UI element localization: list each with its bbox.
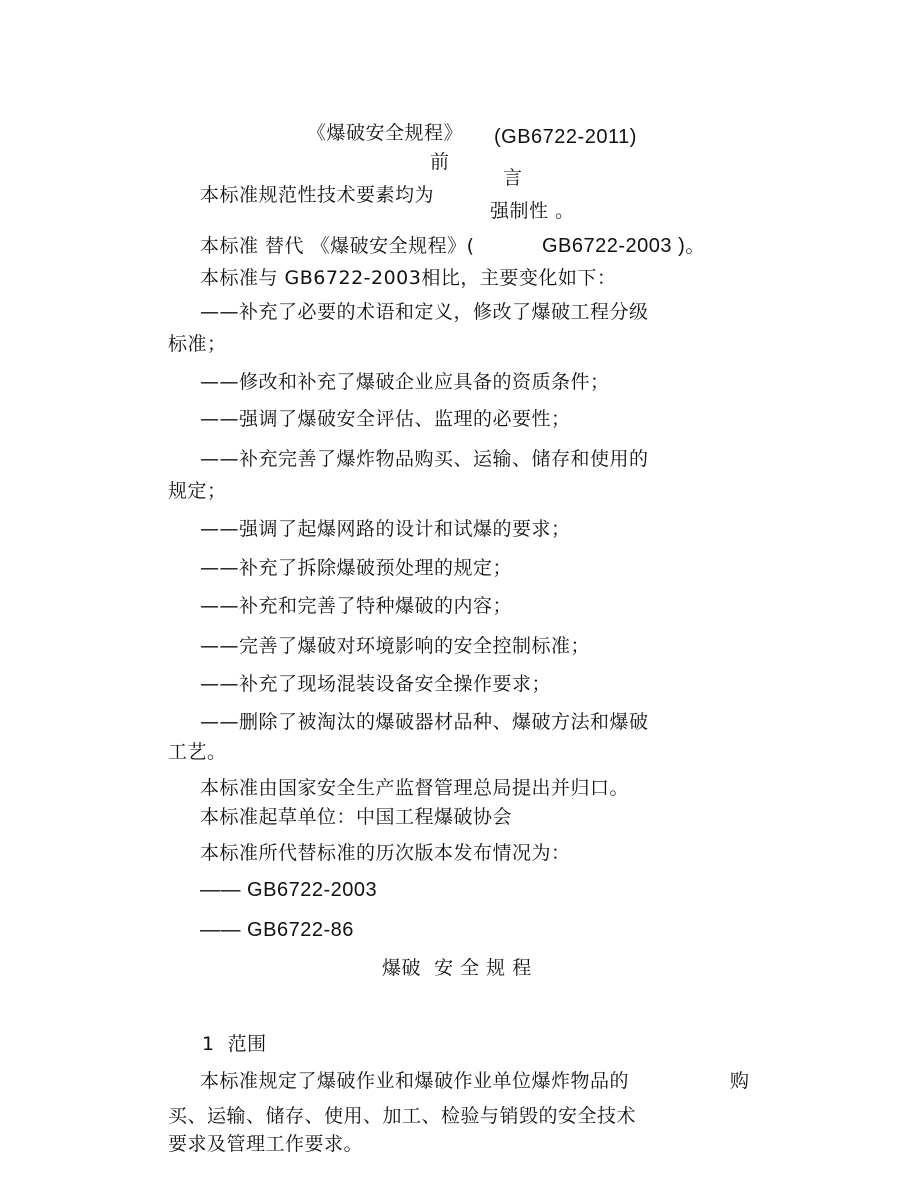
section-1-line-3: 要求及管理工作要求。 bbox=[168, 1133, 364, 1155]
change-item-10: ——删除了被淘汰的爆破器材品种、爆破方法和爆破 bbox=[200, 711, 649, 733]
section-1-line-1-tail: 购 bbox=[730, 1070, 750, 1092]
change-item-3: ——强调了爆破安全评估、监理的必要性； bbox=[200, 408, 571, 430]
preface-line-2: 本标准 替代 《爆破安全规程》( bbox=[200, 235, 475, 257]
change-item-1-cont: 标准； bbox=[168, 333, 227, 355]
change-item-6: ——补充了拆除爆破预处理的规定； bbox=[200, 557, 513, 579]
preface-heading-char-2: 言 bbox=[503, 167, 523, 189]
change-item-10-cont: 工艺。 bbox=[168, 741, 227, 763]
change-item-4: ——补充完善了爆炸物品购买、运输、储存和使用的 bbox=[200, 448, 649, 470]
history-intro-line: 本标准所代替标准的历次版本发布情况为： bbox=[200, 842, 571, 864]
preface-line-1: 本标准规范性技术要素均为 bbox=[200, 184, 435, 206]
preface-line-3: 本标准与 GB6722-2003相比，主要变化如下： bbox=[200, 267, 617, 289]
standard-code: (GB6722-2011) bbox=[494, 126, 637, 148]
preface-line-2-code: GB6722-2003 )。 bbox=[542, 235, 706, 257]
history-item-1: —— GB6722-2003 bbox=[200, 879, 378, 901]
change-item-9: ——补充了现场混装设备安全操作要求； bbox=[200, 673, 552, 695]
history-item-2: —— GB6722-86 bbox=[200, 919, 354, 941]
change-item-1: ——补充了必要的术语和定义，修改了爆破工程分级 bbox=[200, 301, 649, 323]
change-item-7: ——补充和完善了特种爆破的内容； bbox=[200, 595, 513, 617]
change-item-8: ——完善了爆破对环境影响的安全控制标准； bbox=[200, 635, 591, 657]
proposer-line: 本标准由国家安全生产监督管理总局提出并归口。 bbox=[200, 777, 630, 799]
drafter-line: 本标准起草单位：中国工程爆破协会 bbox=[200, 806, 513, 828]
change-item-5: ——强调了起爆网路的设计和试爆的要求； bbox=[200, 518, 571, 540]
section-1-line-2: 买、运输、储存、使用、加工、检验与销毁的安全技术 bbox=[168, 1105, 637, 1127]
change-item-4-cont: 规定； bbox=[168, 480, 227, 502]
change-item-2: ——修改和补充了爆破企业应具备的资质条件； bbox=[200, 371, 610, 393]
main-title: 爆破 安 全 规 程 bbox=[382, 957, 532, 979]
preface-heading-char-1: 前 bbox=[430, 151, 450, 173]
preface-line-1-emphasis: 强制性 。 bbox=[490, 200, 575, 222]
section-1-line-1: 本标准规定了爆破作业和爆破作业单位爆炸物品的 bbox=[200, 1070, 630, 1092]
section-1-heading: 1 范围 bbox=[202, 1033, 267, 1055]
standard-title: 《爆破安全规程》 bbox=[307, 122, 464, 144]
